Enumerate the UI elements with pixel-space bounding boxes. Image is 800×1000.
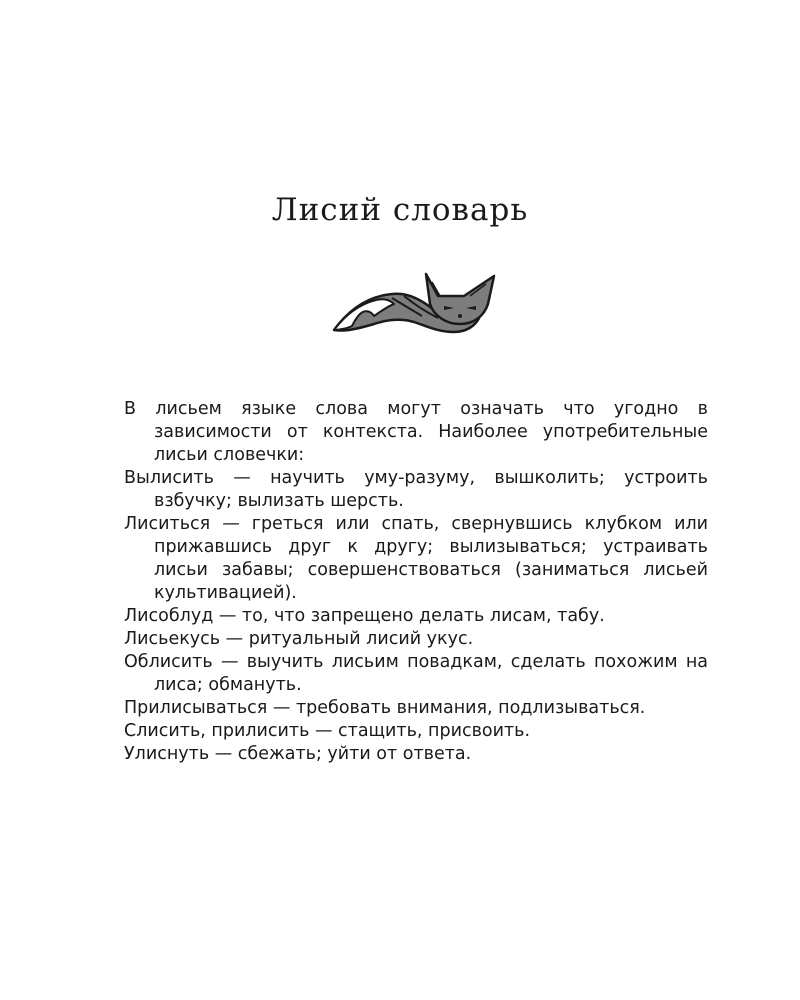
entry-definition: — научить уму-разуму, вышколить; устроить взбучку; вылизать шерсть. xyxy=(154,468,708,511)
glossary-entry xyxy=(124,605,708,628)
intro-paragraph: В лисьем языке слова могут означать что угодно в зависимости от контекста. Наиболее употребительные лисьи словечки: xyxy=(124,399,708,465)
entry-term: Лисоблуд xyxy=(124,606,214,626)
entry-definition: — стащить, присвоить. xyxy=(309,721,531,741)
entry-definition: — ритуальный лисий укус. xyxy=(220,629,474,649)
entry-term: Вылисить xyxy=(124,468,214,488)
entry-term: Улиснуть xyxy=(124,744,210,764)
entry-definition: — выучить лисьим повадкам, сделать похожим на лиса; обмануть. xyxy=(154,652,708,695)
glossary-entry xyxy=(124,720,708,743)
entry-definition: — то, что запрещено делать лисам, табу. xyxy=(213,606,605,626)
glossary-entry xyxy=(124,651,708,697)
fox-tail-icon xyxy=(330,270,500,336)
glossary-entry xyxy=(124,628,708,651)
entry-definition: — греться или спать, свернувшись клубком или прижавшись друг к другу; вылизываться; устраивать лисьи забавы; совершенствоваться (заниматься лисьей культивацией). xyxy=(154,514,708,603)
entry-term: Лисьекусь xyxy=(124,629,221,649)
glossary-entry xyxy=(124,467,708,513)
glossary-entry xyxy=(124,513,708,605)
entry-term: Слисить, прилисить xyxy=(124,721,310,741)
entry-term: Прилисываться xyxy=(124,698,268,718)
entry-definition: — требовать внимания, подлизываться. xyxy=(267,698,646,718)
entry-definition: — сбежать; уйти от ответа. xyxy=(209,744,472,764)
glossary-entry xyxy=(124,697,708,720)
page-title: Лисий словарь xyxy=(271,192,529,228)
entry-term: Облисить xyxy=(124,652,213,672)
glossary-entry xyxy=(124,743,708,766)
glossary-list xyxy=(124,398,708,766)
entry-term: Лиситься xyxy=(124,514,211,534)
